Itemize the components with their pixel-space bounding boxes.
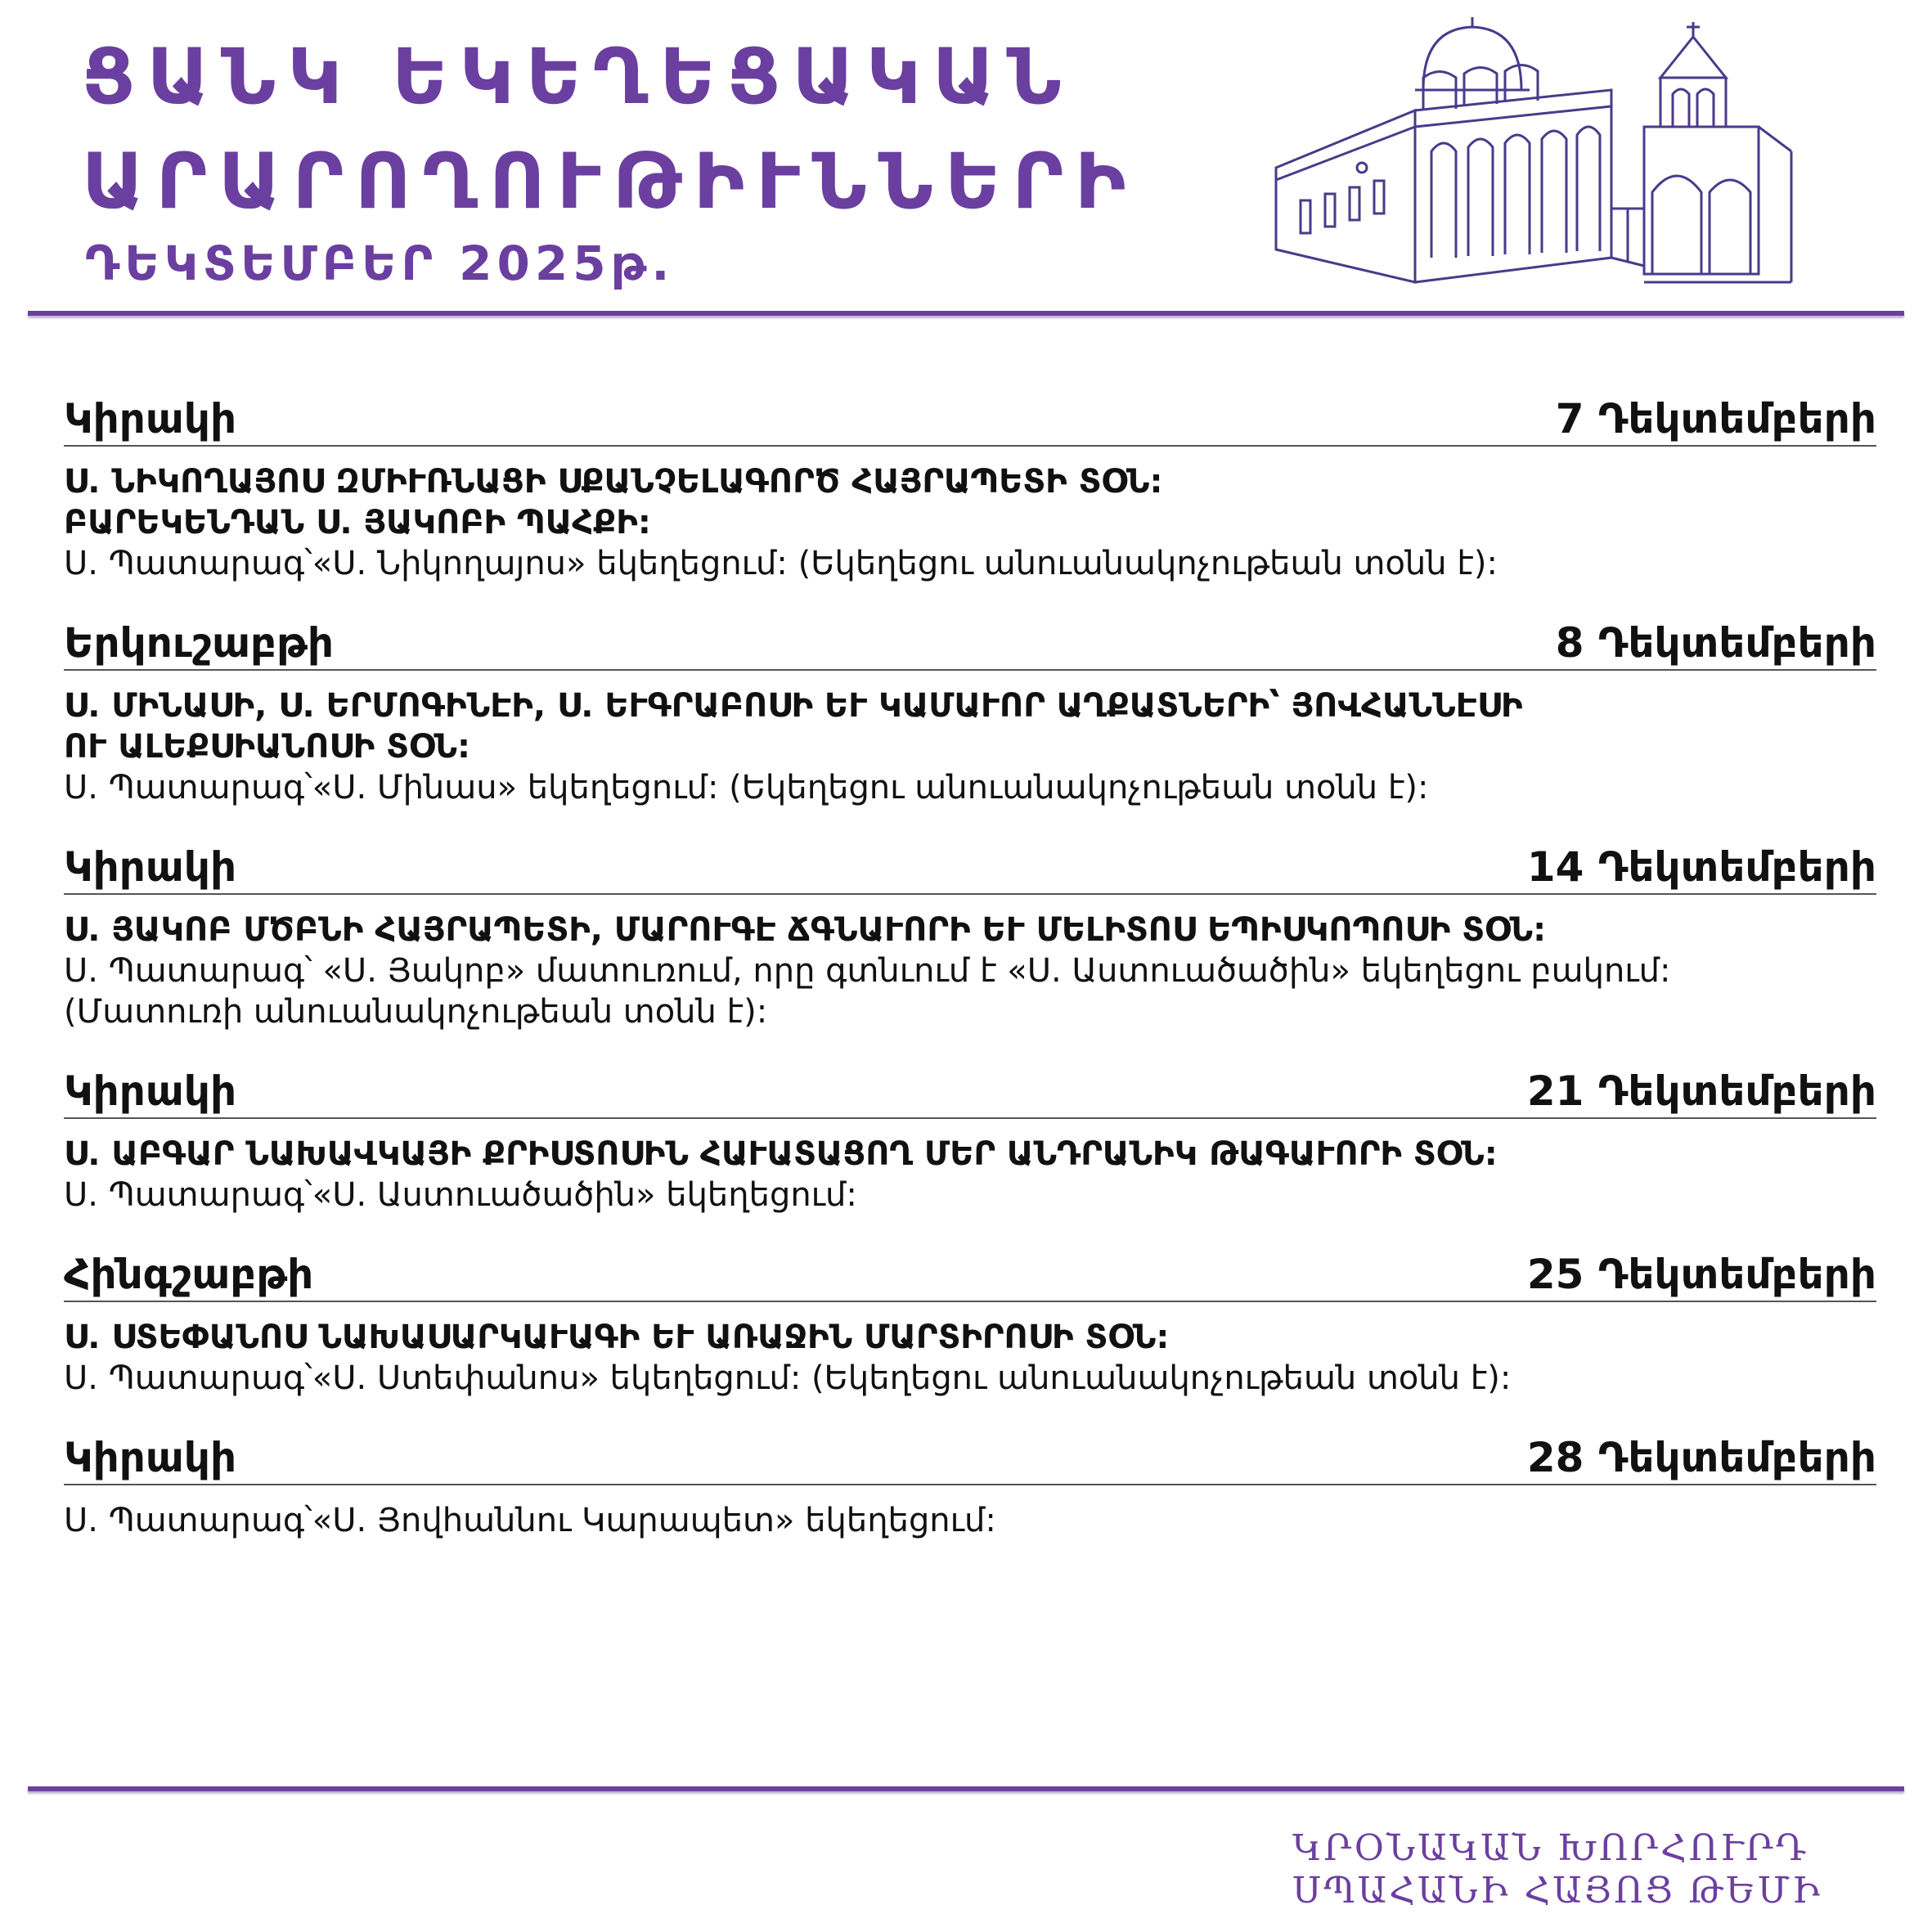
bottom-divider	[28, 1786, 1904, 1791]
event-text-line: (Մատուռի անուանակոչութեան տօնն է):	[64, 993, 768, 1031]
event-body	[64, 447, 1876, 584]
month-label: ԴԵԿՏԵՄԲԵՐ 2025թ.	[85, 236, 675, 291]
event-body	[64, 671, 1876, 808]
event-body	[64, 1302, 1876, 1399]
footer-line1: ԿՐՕՆԱԿԱՆ ԽՈՐՀՈՒՐԴ	[1292, 1827, 1809, 1869]
event-header	[64, 1431, 1876, 1485]
event-title-line: Ս. ՄԻՆԱՍԻ, Ս. ԵՐՄՈԳԻՆԷԻ, Ս. ԵՒԳՐԱԲՈՍԻ ԵՒ ԿԱՄԱՒՈՐ ԱՂՔԱՏՆԵՐԻ՝ ՅՈՎՀԱՆՆԷՍԻ	[64, 687, 1523, 725]
footer-signature	[1292, 1827, 1822, 1912]
event-header	[64, 393, 1876, 447]
event-date: 28 Դեկտեմբերի	[1526, 1434, 1876, 1481]
event-text-line: Ս. Պատարագ՝«Ս. Աստուածածին» եկեղեցում:	[64, 1176, 857, 1214]
event-day: Երկուշաբթի	[64, 619, 335, 667]
event-item	[64, 1248, 1876, 1399]
events-list	[64, 393, 1876, 1574]
event-header	[64, 841, 1876, 895]
event-header	[64, 1248, 1876, 1302]
event-text-line: Ս. Պատարագ՝«Ս. Մինաս» եկեղեցում: (Եկեղեցու անուանակոչութեան տօնն է):	[64, 769, 1429, 806]
page-title-line1: ՑԱՆԿ ԵԿԵՂԵՑԱԿԱՆ	[82, 33, 1073, 122]
event-title-line: ՈՒ ԱԼԵՔՍԻԱՆՈՍԻ ՏՕՆ:	[64, 728, 470, 766]
event-day: Կիրակի	[64, 1067, 237, 1115]
event-text-line: Ս. Պատարագ՝ «Ս. Յակոբ» մատուռում, որը գտնւում է «Ս. Աստուածածին» եկեղեցու բակում:	[64, 952, 1671, 990]
event-day: Կիրակի	[64, 843, 237, 891]
event-day: Հինգշաբթի	[64, 1251, 314, 1298]
page-title-line2: ԱՐԱՐՈՂՈՒԹԻՒՆՆԵՐԻ	[82, 137, 1138, 227]
event-title-line: ԲԱՐԵԿԵՆԴԱՆ Ս. ՅԱԿՈԲԻ ՊԱՀՔԻ:	[64, 504, 651, 541]
event-item	[64, 1065, 1876, 1215]
event-item	[64, 841, 1876, 1032]
event-text-line: Ս. Պատարագ՝«Ս. Յովհաննու Կարապետ» եկեղեցում:	[64, 1502, 996, 1539]
event-day: Կիրակի	[64, 395, 237, 443]
top-divider	[28, 311, 1904, 316]
event-item	[64, 617, 1876, 808]
event-title-line: Ս. ՆԻԿՈՂԱՅՈՍ ԶՄԻՒՌՆԱՑԻ ՍՔԱՆՉԵԼԱԳՈՐԾ ՀԱՅՐԱՊԵՏԻ ՏՕՆ:	[64, 463, 1163, 501]
event-body	[64, 895, 1876, 1032]
event-date: 7 Դեկտեմբերի	[1555, 395, 1876, 443]
footer-line2: ՍՊԱՀԱՆԻ ՀԱՅՈՑ ԹԵՄԻ	[1292, 1870, 1822, 1912]
event-day: Կիրակի	[64, 1434, 237, 1481]
event-header	[64, 1065, 1876, 1119]
event-body	[64, 1119, 1876, 1215]
event-date: 21 Դեկտեմբերի	[1526, 1067, 1876, 1115]
event-date: 14 Դեկտեմբերի	[1526, 843, 1876, 891]
event-date: 25 Դեկտեմբերի	[1526, 1251, 1876, 1298]
event-date: 8 Դեկտեմբերի	[1555, 619, 1876, 667]
church-illustration	[1268, 12, 1799, 294]
event-title-line: Ս. ՅԱԿՈԲ ՄԾԲՆԻ ՀԱՅՐԱՊԵՏԻ, ՄԱՐՈՒԳԷ ՃԳՆԱՒՈՐԻ ԵՒ ՄԵԼԻՏՈՍ ԵՊԻՍԿՈՊՈՍԻ ՏՕՆ:	[64, 911, 1547, 949]
event-item	[64, 1431, 1876, 1541]
event-title-line: Ս. ԱԲԳԱՐ ՆԱԽԱՎԿԱՅԻ ՔՐԻՍՏՈՍԻՆ ՀԱՒԱՏԱՑՈՂ ՄԵՐ ԱՆԴՐԱՆԻԿ ԹԱԳԱՒՈՐԻ ՏՕՆ:	[64, 1135, 1498, 1173]
event-text-line: Ս. Պատարագ՝«Ս. Ստեփանոս» եկեղեցում: (Եկեղեցու անուանակոչութեան տօնն է):	[64, 1359, 1512, 1397]
event-item	[64, 393, 1876, 584]
event-body	[64, 1485, 1876, 1541]
event-text-line: Ս. Պատարագ՝«Ս. Նիկողայոս» եկեղեցում: (Եկեղեցու անուանակոչութեան տօնն է):	[64, 545, 1498, 582]
event-header	[64, 617, 1876, 671]
event-title-line: Ս. ՍՏԵՓԱՆՈՍ ՆԱԽԱՍԱՐԿԱՒԱԳԻ ԵՒ ԱՌԱՋԻՆ ՄԱՐՏԻՐՈՍԻ ՏՕՆ:	[64, 1319, 1170, 1356]
